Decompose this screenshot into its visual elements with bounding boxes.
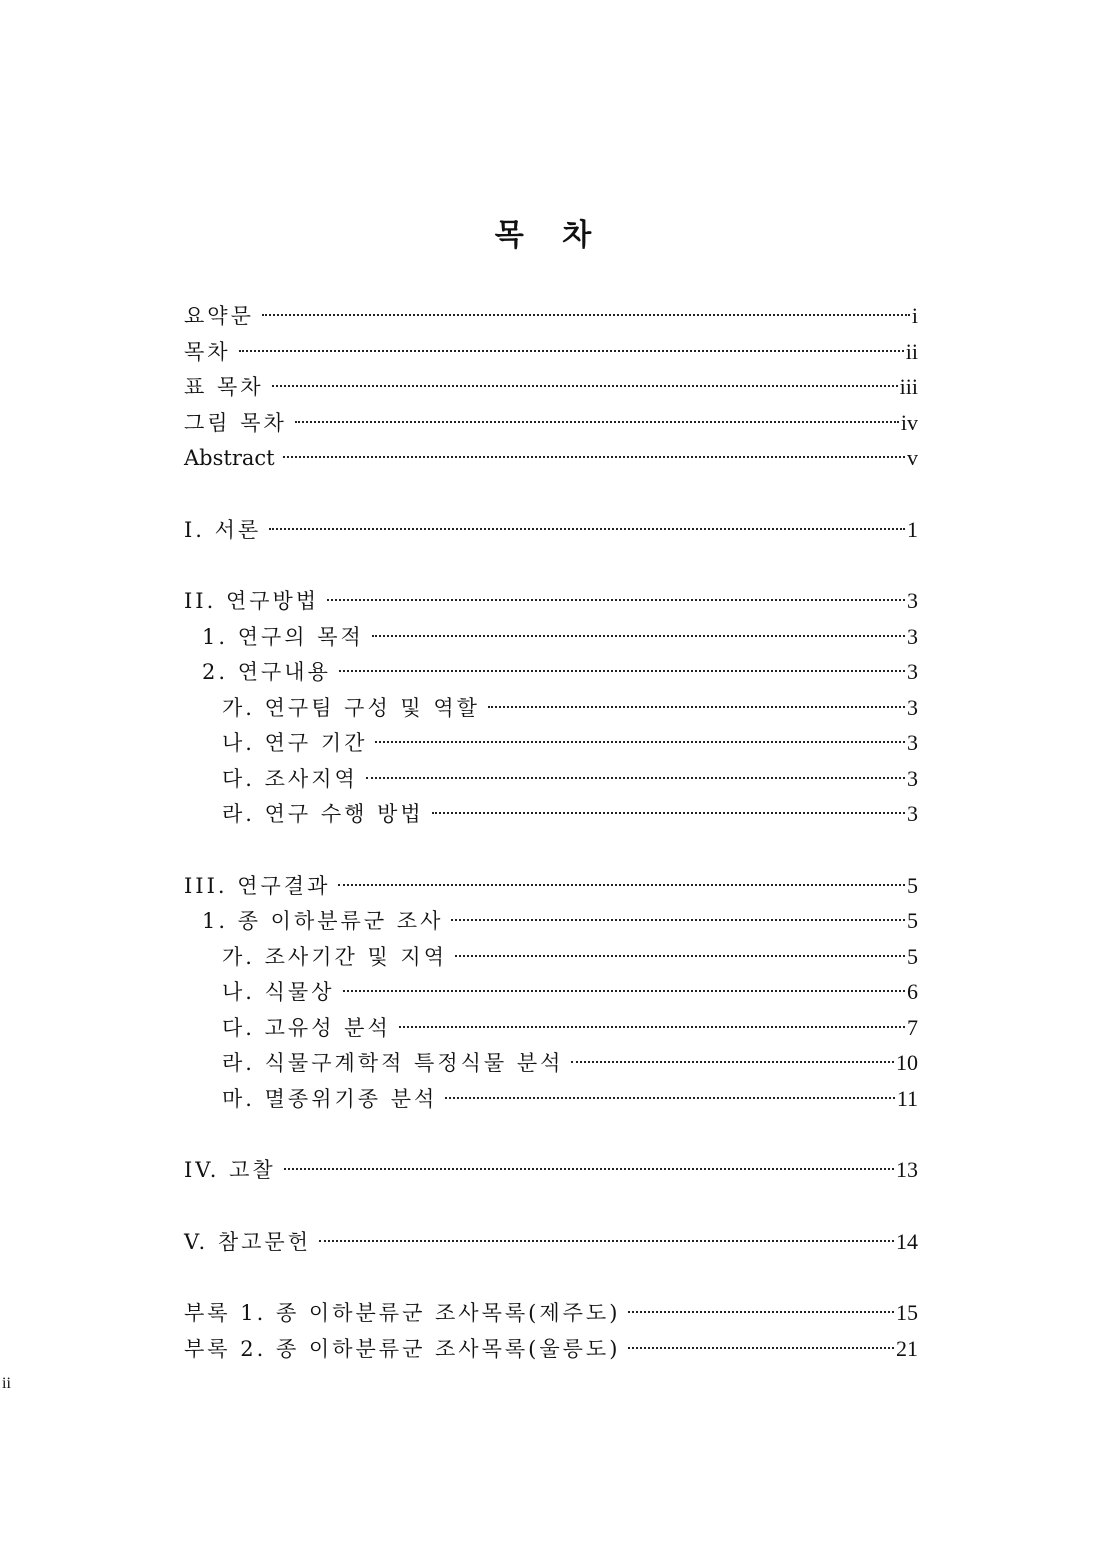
toc-entry[interactable] [184, 1331, 918, 1367]
dot-leader [262, 314, 910, 316]
toc-section [184, 1295, 918, 1366]
toc-section [184, 1224, 918, 1260]
dot-leader [319, 1240, 894, 1242]
toc-entry[interactable] [184, 761, 918, 797]
toc-entry[interactable] [184, 868, 918, 904]
dot-leader [339, 670, 905, 672]
page-number: ii [2, 1375, 11, 1392]
toc-entry-page: iii [899, 374, 918, 399]
toc-entry-page: iv [900, 409, 918, 435]
toc-entry[interactable] [184, 1224, 918, 1260]
toc-entry[interactable] [184, 796, 918, 832]
toc-entry-page: 3 [907, 659, 918, 684]
toc-entry-page: ii [905, 338, 918, 364]
dot-leader [375, 741, 905, 743]
toc-entry-label: 나. 식물상 [222, 980, 335, 1004]
dot-leader [366, 777, 905, 779]
toc-entry-page: 21 [896, 1335, 918, 1361]
toc-entry-page: 3 [907, 801, 918, 826]
toc-entry-page: 3 [907, 730, 918, 755]
dot-leader [343, 990, 906, 992]
toc-entry-page: 3 [907, 623, 918, 649]
toc-entry-label: 2. 연구내용 [202, 660, 331, 684]
toc-entry-label: 부록 2. 종 이하분류군 조사목록(울릉도) [184, 1336, 621, 1361]
toc-entry-label: 그림 목차 [184, 410, 287, 435]
toc-entry-page: 3 [907, 694, 918, 720]
dot-leader [284, 1168, 894, 1170]
toc-entry-page: 7 [907, 1014, 918, 1040]
toc-entry[interactable] [184, 583, 918, 619]
dot-leader [628, 1347, 894, 1349]
toc-entry[interactable] [184, 690, 918, 726]
dot-leader [372, 635, 905, 637]
toc-entry[interactable] [184, 1045, 918, 1081]
toc-entry[interactable] [184, 1295, 918, 1331]
toc-entry-label: 요약문 [184, 304, 254, 328]
toc-entry[interactable] [184, 1152, 918, 1188]
toc-entry-label: 목차 [184, 339, 231, 364]
toc-entry[interactable] [184, 334, 918, 370]
toc-entry-label: III. 연구결과 [184, 873, 331, 898]
page-title: 목 차 [494, 218, 606, 253]
toc-entry-page: 5 [907, 872, 918, 898]
toc-entry-page: i [911, 303, 918, 328]
toc-entry-label: 가. 조사기간 및 지역 [222, 944, 447, 969]
toc-entry-page: 3 [907, 588, 918, 613]
toc-entry-page: 13 [896, 1157, 918, 1182]
toc-entry[interactable] [184, 654, 918, 690]
dot-leader [327, 599, 905, 601]
toc-entry[interactable] [184, 298, 918, 334]
dot-leader [628, 1311, 894, 1313]
dot-leader [269, 528, 905, 530]
dot-leader [445, 1097, 894, 1099]
toc-entry-label: 나. 연구 기간 [222, 731, 368, 755]
toc-entry-label: V. 참고문헌 [184, 1229, 311, 1254]
toc-section [184, 583, 918, 832]
toc-entry[interactable] [184, 619, 918, 655]
dot-leader [571, 1061, 894, 1063]
toc-entry[interactable] [184, 939, 918, 975]
dot-leader [295, 421, 899, 423]
toc-entry[interactable] [184, 405, 918, 441]
toc-entry-page: 6 [907, 979, 918, 1004]
dot-leader [455, 955, 905, 957]
toc-entry-label: 다. 조사지역 [222, 766, 358, 791]
toc-entry-label: I. 서론 [184, 517, 262, 542]
toc-entry-label: 마. 멸종위기종 분석 [222, 1086, 438, 1111]
toc-entry[interactable] [184, 725, 918, 761]
dot-leader [338, 884, 905, 886]
dot-leader [432, 812, 905, 814]
toc-entry-page: 11 [896, 1085, 918, 1111]
toc-section [184, 1152, 918, 1188]
toc-entry[interactable] [184, 440, 918, 476]
dot-leader [399, 1026, 905, 1028]
toc-entry-page: 3 [907, 765, 918, 791]
table-of-contents [184, 298, 918, 1366]
dot-leader [283, 456, 905, 458]
dot-leader [451, 919, 905, 921]
toc-section [184, 512, 918, 548]
toc-entry-label: 1. 연구의 목적 [202, 624, 364, 649]
toc-entry-page: 10 [896, 1050, 918, 1075]
toc-entry[interactable] [184, 512, 918, 548]
dot-leader [488, 706, 905, 708]
toc-entry-label: Abstract [184, 446, 275, 470]
toc-entry-page: 14 [896, 1228, 918, 1254]
toc-entry-label: 가. 연구팀 구성 및 역할 [222, 695, 480, 720]
dot-leader [272, 385, 898, 387]
toc-entry-label: 부록 1. 종 이하분류군 조사목록(제주도) [184, 1301, 621, 1325]
toc-entry-label: 표 목차 [184, 375, 264, 399]
toc-entry[interactable] [184, 1010, 918, 1046]
toc-entry-page: 5 [907, 943, 918, 969]
toc-entry-label: IV. 고찰 [184, 1158, 276, 1182]
toc-entry-label: 다. 고유성 분석 [222, 1015, 391, 1040]
toc-entry[interactable] [184, 369, 918, 405]
toc-entry[interactable] [184, 974, 918, 1010]
toc-entry[interactable] [184, 1081, 918, 1117]
toc-entry[interactable] [184, 903, 918, 939]
toc-entry-label: II. 연구방법 [184, 589, 320, 613]
toc-entry-page: 1 [907, 516, 918, 542]
toc-entry-page: 15 [896, 1300, 918, 1325]
toc-section [184, 868, 918, 1117]
toc-entry-label: 라. 식물구계학적 특정식물 분석 [222, 1051, 564, 1075]
toc-entry-page: 5 [907, 908, 918, 933]
toc-entry-label: 1. 종 이하분류군 조사 [202, 909, 444, 933]
toc-entry-page: v [907, 445, 918, 470]
toc-section [184, 298, 918, 476]
toc-entry-label: 라. 연구 수행 방법 [222, 802, 424, 826]
dot-leader [239, 350, 904, 352]
